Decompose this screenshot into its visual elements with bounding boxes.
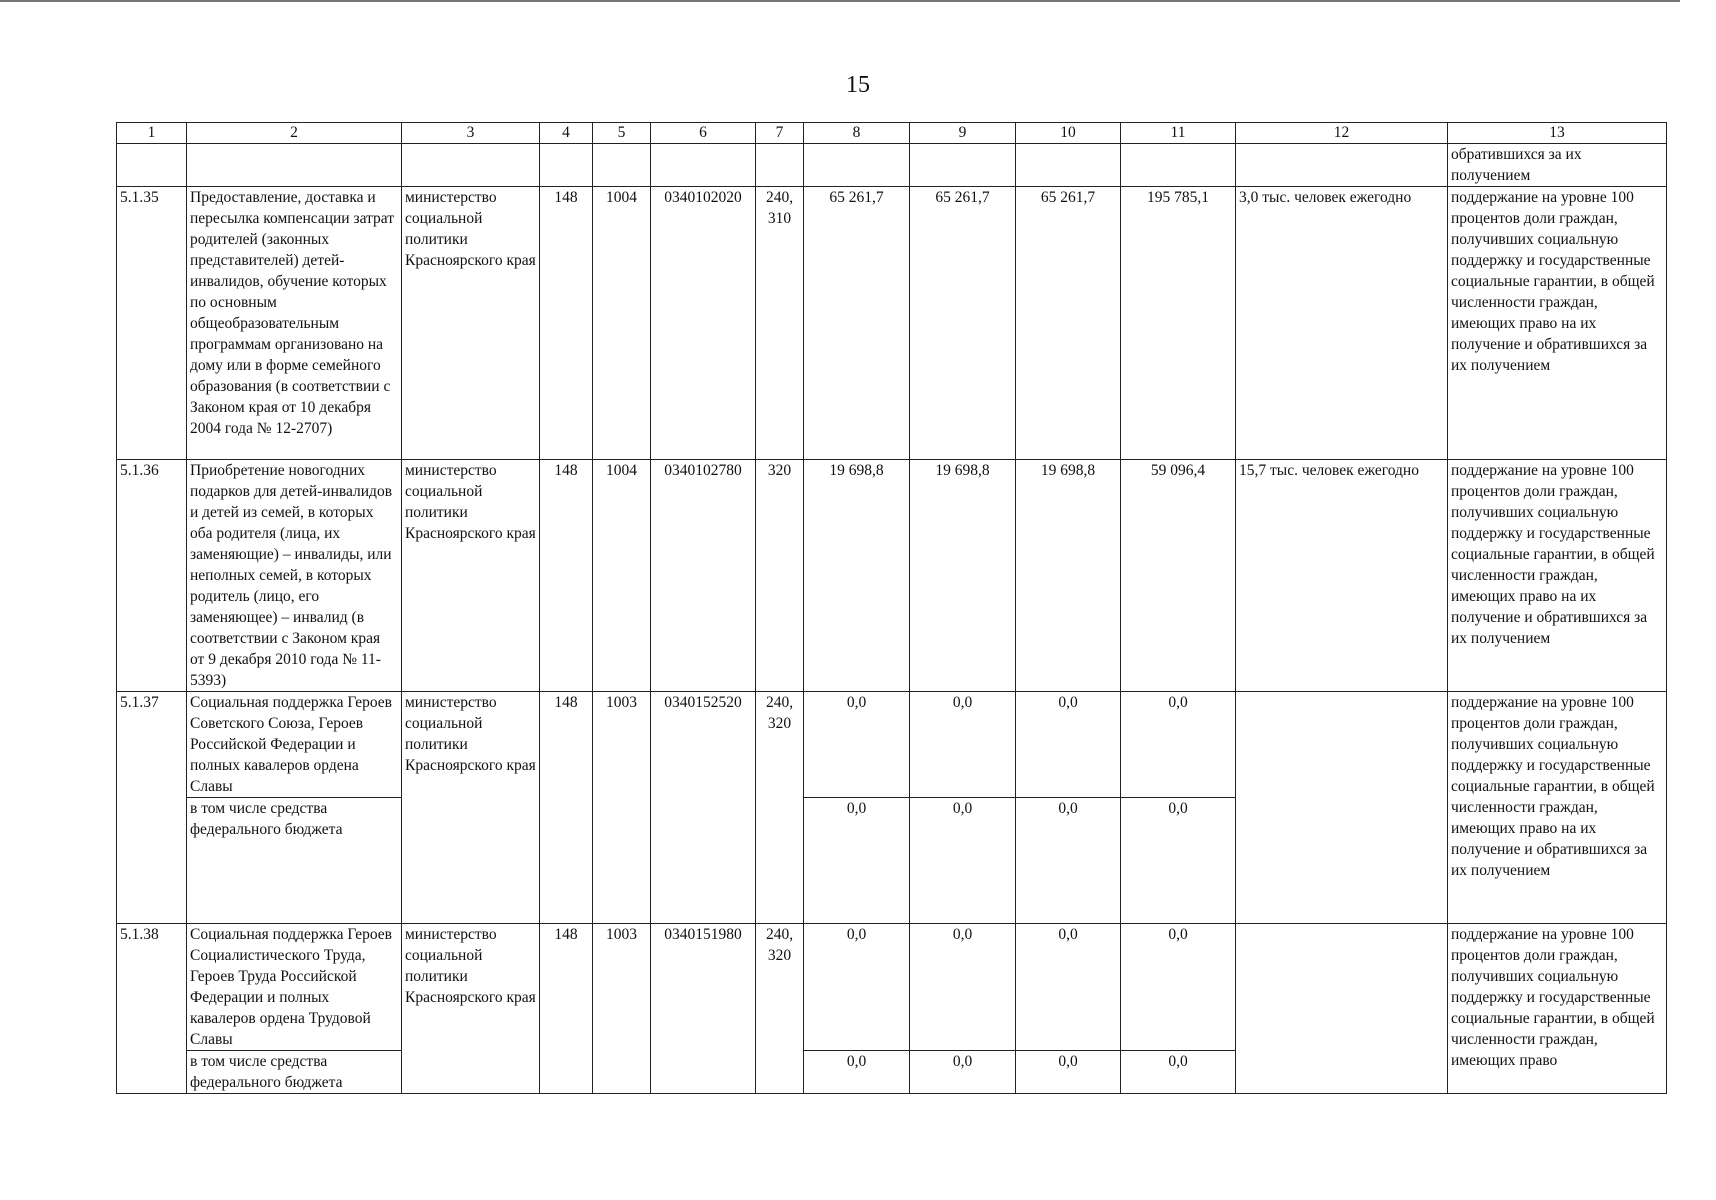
column-header: 8 bbox=[804, 123, 910, 144]
vr-code: 240, 320 bbox=[756, 924, 804, 1094]
year1-value: 0,0 bbox=[804, 798, 910, 924]
column-header: 12 bbox=[1236, 123, 1448, 144]
row-id: 5.1.35 bbox=[117, 187, 187, 460]
grbs-code: 148 bbox=[540, 460, 593, 692]
year1-value: 0,0 bbox=[804, 1051, 910, 1094]
activity-name: Предоставление, доставка и пересылка компенсации затрат родителей (законных представителей) детей-инвалидов, обучение которых по основным общеобразовательным программам организовано на дому или в форме семейного образования (в соответствии с Законом края от 10 декабря 2004 года № 12-2707) bbox=[187, 187, 402, 460]
total-value: 0,0 bbox=[1121, 1051, 1236, 1094]
indicator-cell: обратившихся за их получением bbox=[1448, 144, 1667, 187]
column-header: 4 bbox=[540, 123, 593, 144]
rzpr-code: 1004 bbox=[593, 460, 651, 692]
federal-budget-label: в том числе средства федерального бюджета bbox=[187, 1051, 402, 1094]
column-header: 7 bbox=[756, 123, 804, 144]
table-row bbox=[117, 460, 1667, 692]
total-value: 0,0 bbox=[1121, 692, 1236, 798]
activity-name: Социальная поддержка Героев Социалистического Труда, Героев Труда Российской Федерации и полных кавалеров ордена Трудовой Славы bbox=[187, 924, 402, 1051]
year2-value: 19 698,8 bbox=[910, 460, 1016, 692]
row-id: 5.1.38 bbox=[117, 924, 187, 1094]
rzpr-code: 1003 bbox=[593, 692, 651, 924]
total-value: 0,0 bbox=[1121, 798, 1236, 924]
year3-value: 19 698,8 bbox=[1016, 460, 1121, 692]
indicator-cell: поддержание на уровне 100 процентов доли граждан, получивших социальную поддержку и государственные социальные гарантии, в общей численности граждан, имеющих право bbox=[1448, 924, 1667, 1094]
grbs-code: 148 bbox=[540, 692, 593, 924]
csr-code: 0340152520 bbox=[651, 692, 756, 924]
year1-value: 65 261,7 bbox=[804, 187, 910, 460]
row-id: 5.1.36 bbox=[117, 460, 187, 692]
page-number: 15 bbox=[846, 72, 870, 98]
federal-budget-label: в том числе средства федерального бюджета bbox=[187, 798, 402, 924]
table-row bbox=[117, 924, 1667, 1051]
column-header: 1 bbox=[117, 123, 187, 144]
total-value: 0,0 bbox=[1121, 924, 1236, 1051]
expected-result bbox=[1236, 692, 1448, 924]
column-header: 11 bbox=[1121, 123, 1236, 144]
column-header: 10 bbox=[1016, 123, 1121, 144]
csr-code: 0340151980 bbox=[651, 924, 756, 1094]
expected-result: 15,7 тыс. человек ежегодно bbox=[1236, 460, 1448, 692]
year1-value: 0,0 bbox=[804, 692, 910, 798]
vr-code: 240, 320 bbox=[756, 692, 804, 924]
table-row bbox=[117, 187, 1667, 460]
grbs-code: 148 bbox=[540, 924, 593, 1094]
year2-value: 65 261,7 bbox=[910, 187, 1016, 460]
indicator-cell: поддержание на уровне 100 процентов доли граждан, получивших социальную поддержку и государственные социальные гарантии, в общей численности граждан, имеющих право на их получение и обратившихся за их получением bbox=[1448, 187, 1667, 460]
vr-code: 240, 310 bbox=[756, 187, 804, 460]
activity-name: Социальная поддержка Героев Советского Союза, Героев Российской Федерации и полных кавалеров ордена Славы bbox=[187, 692, 402, 798]
column-header: 13 bbox=[1448, 123, 1667, 144]
table-row bbox=[117, 692, 1667, 798]
rzpr-code: 1004 bbox=[593, 187, 651, 460]
total-value: 195 785,1 bbox=[1121, 187, 1236, 460]
program-activities-table bbox=[116, 122, 1667, 1094]
column-header: 2 bbox=[187, 123, 402, 144]
column-header: 9 bbox=[910, 123, 1016, 144]
executor: министерство социальной политики Красноярского края bbox=[402, 692, 540, 924]
year2-value: 0,0 bbox=[910, 1051, 1016, 1094]
year3-value: 0,0 bbox=[1016, 924, 1121, 1051]
expected-result bbox=[1236, 924, 1448, 1094]
executor: министерство социальной политики Красноярского края bbox=[402, 187, 540, 460]
year2-value: 0,0 bbox=[910, 692, 1016, 798]
year1-value: 0,0 bbox=[804, 924, 910, 1051]
page-top-rule bbox=[0, 0, 1680, 2]
vr-code: 320 bbox=[756, 460, 804, 692]
year3-value: 0,0 bbox=[1016, 1051, 1121, 1094]
year3-value: 65 261,7 bbox=[1016, 187, 1121, 460]
year1-value: 19 698,8 bbox=[804, 460, 910, 692]
year3-value: 0,0 bbox=[1016, 798, 1121, 924]
column-header: 3 bbox=[402, 123, 540, 144]
executor: министерство социальной политики Красноярского края bbox=[402, 460, 540, 692]
total-value: 59 096,4 bbox=[1121, 460, 1236, 692]
year3-value: 0,0 bbox=[1016, 692, 1121, 798]
activity-name: Приобретение новогодних подарков для детей-инвалидов и детей из семей, в которых оба родителя (лица, их заменяющие) – инвалиды, или неполных семей, в которых родитель (лицо, его заменяющее) – инвалид (в соответствии с Законом края от 9 декабря 2010 года № 11-5393) bbox=[187, 460, 402, 692]
year2-value: 0,0 bbox=[910, 798, 1016, 924]
rzpr-code: 1003 bbox=[593, 924, 651, 1094]
column-header: 6 bbox=[651, 123, 756, 144]
csr-code: 0340102780 bbox=[651, 460, 756, 692]
indicator-cell: поддержание на уровне 100 процентов доли граждан, получивших социальную поддержку и государственные социальные гарантии, в общей численности граждан, имеющих право на их получение и обратившихся за их получением bbox=[1448, 692, 1667, 924]
expected-result: 3,0 тыс. человек ежегодно bbox=[1236, 187, 1448, 460]
column-number-row bbox=[117, 123, 1667, 144]
executor: министерство социальной политики Красноярского края bbox=[402, 924, 540, 1094]
continuation-row bbox=[117, 144, 1667, 187]
indicator-cell: поддержание на уровне 100 процентов доли граждан, получивших социальную поддержку и государственные социальные гарантии, в общей численности граждан, имеющих право на их получение и обратившихся за их получением bbox=[1448, 460, 1667, 692]
row-id: 5.1.37 bbox=[117, 692, 187, 924]
year2-value: 0,0 bbox=[910, 924, 1016, 1051]
column-header: 5 bbox=[593, 123, 651, 144]
csr-code: 0340102020 bbox=[651, 187, 756, 460]
grbs-code: 148 bbox=[540, 187, 593, 460]
